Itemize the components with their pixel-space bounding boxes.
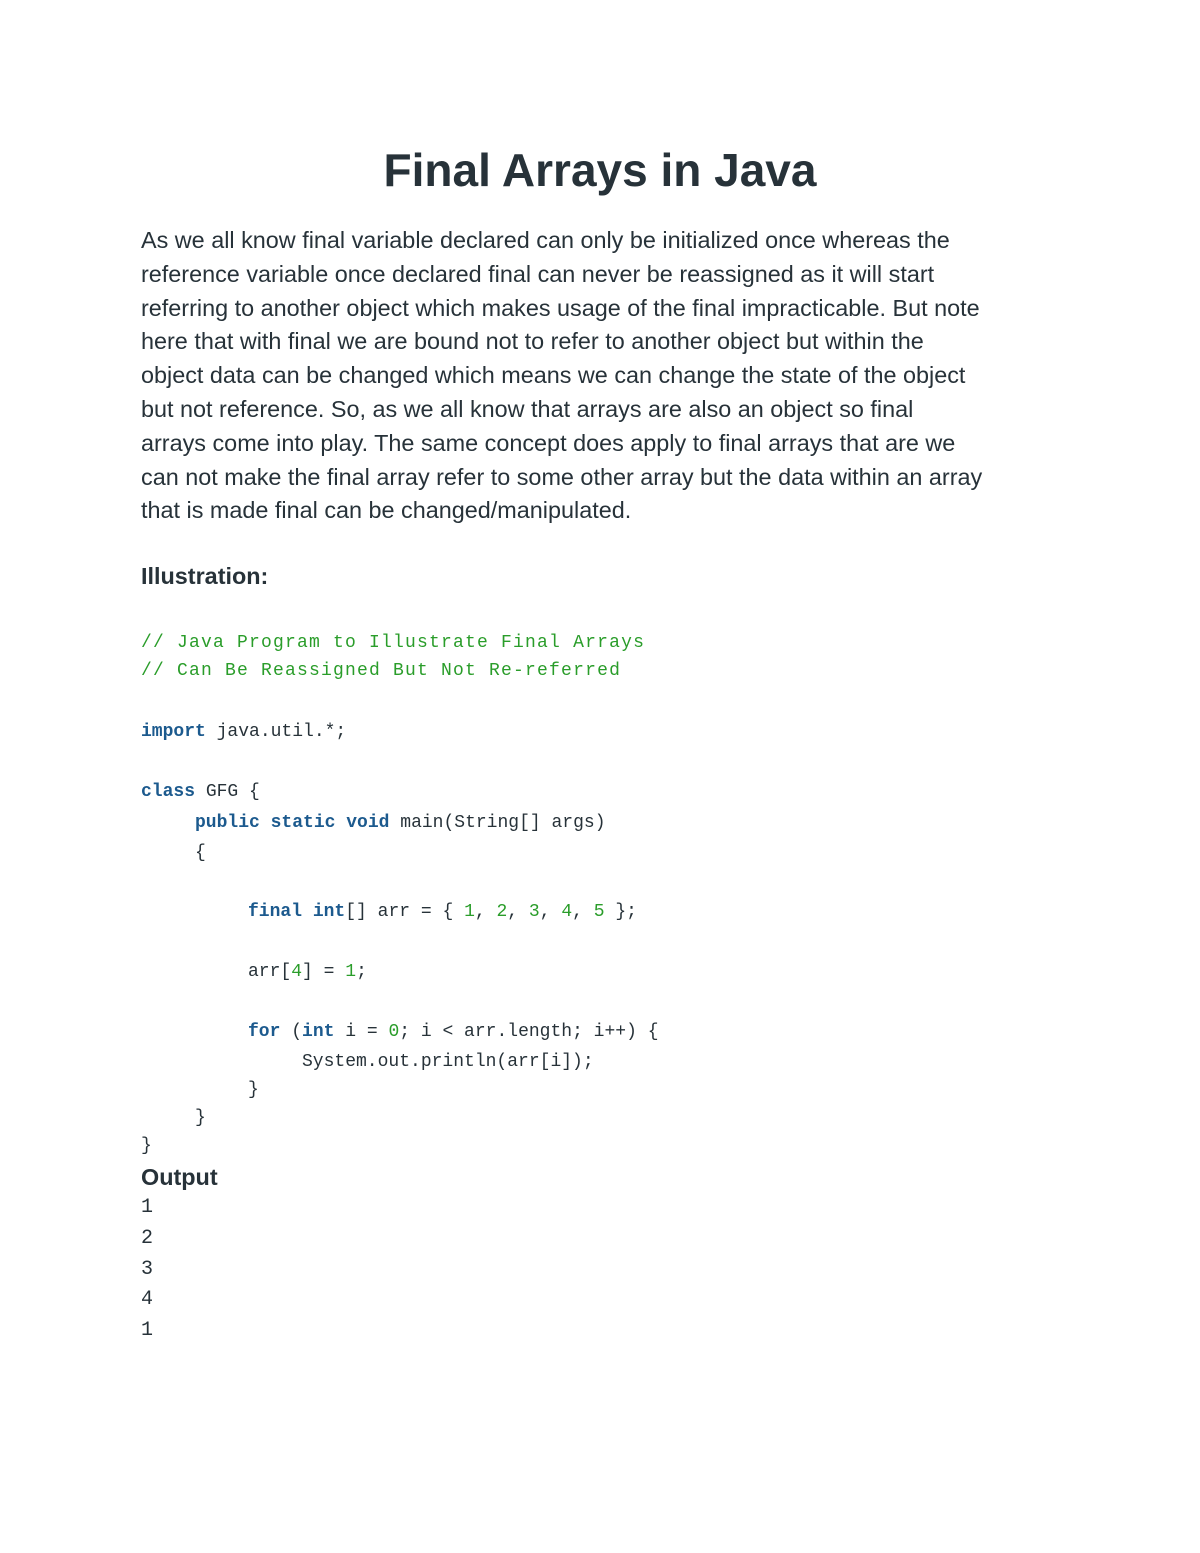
code-for-line: [248, 1020, 659, 1044]
code-comment-line: [141, 659, 621, 683]
code-println-line: [302, 1050, 594, 1074]
output-value: 2: [141, 1226, 154, 1250]
intro-line: that is made final can be changed/manipulated.: [141, 497, 632, 524]
code-keyword: for: [248, 1022, 281, 1042]
code-keyword: class: [141, 782, 196, 802]
output-value: 4: [141, 1288, 154, 1312]
intro-line: arrays come into play. The same concept does apply to final arrays that are we: [141, 429, 956, 456]
code-keyword: int: [312, 902, 346, 922]
code-text: (: [280, 1022, 303, 1042]
code-number: 1: [464, 902, 475, 922]
code-text: }: [195, 1108, 206, 1128]
code-brace-line: [248, 1078, 259, 1102]
code-keyword: public: [195, 813, 260, 833]
code-text: {: [195, 843, 206, 863]
output-heading: Output: [141, 1164, 218, 1190]
intro-line: object data can be changed which means we can change the state of the object: [141, 362, 966, 389]
code-text: i =: [334, 1022, 389, 1042]
code-text: System.out.println(arr[i]);: [302, 1052, 594, 1072]
code-brace-line: [141, 1134, 152, 1158]
code-text: }: [248, 1080, 259, 1100]
code-number: 4: [561, 902, 573, 922]
code-text: }: [141, 1136, 152, 1156]
code-keyword: void: [346, 813, 390, 833]
code-text: java.util.*;: [205, 722, 347, 742]
code-text: [] arr = {: [345, 902, 465, 922]
code-number: 1: [345, 962, 357, 982]
code-text: ; i < arr.length; i++) {: [399, 1022, 659, 1042]
output-value: 1: [141, 1196, 154, 1219]
code-comment-line: [141, 631, 645, 655]
code-keyword: final: [248, 902, 303, 922]
intro-line: can not make the final array refer to some other array but the data within an array: [141, 463, 983, 490]
intro-line: here that with final we are bound not to refer to another object but within the: [141, 328, 924, 355]
code-number: 4: [291, 962, 303, 982]
code-text: ;: [356, 962, 367, 982]
code-text: GFG {: [195, 782, 260, 802]
code-assign-line: [248, 960, 367, 984]
code-comment: // Java Program to Illustrate Final Arrays: [141, 633, 646, 653]
code-block: [141, 0, 1061, 1160]
code-number: 0: [388, 1022, 400, 1042]
intro-line: As we all know final variable declared can only be initialized once whereas the: [141, 227, 950, 253]
code-keyword: import: [141, 722, 206, 742]
code-main-line: [195, 811, 606, 835]
illustration-heading: Illustration:: [141, 563, 269, 589]
code-declaration-line: final int[] arr = { 1, 2, 3, 4, 5 };: [248, 902, 637, 922]
intro-line: reference variable once declared final can never be reassigned as it will start: [141, 260, 935, 287]
output-value: 1: [141, 1319, 154, 1343]
page-title: Final Arrays in Java: [383, 144, 817, 196]
code-text: };: [604, 902, 637, 922]
code-brace-line: [195, 1106, 206, 1130]
code-text: arr[: [248, 962, 292, 982]
code-text: ] =: [302, 962, 346, 982]
code-comment: // Can Be Reassigned But Not Re-referred: [141, 661, 622, 681]
intro-line: but not reference. So, as we all know that arrays are also an object so final: [141, 395, 914, 422]
intro-line: referring to another object which makes usage of the final impracticable. But note: [141, 294, 980, 321]
code-brace-line: [195, 841, 206, 865]
code-class-line: [141, 780, 260, 804]
code-import-line: [141, 720, 346, 744]
code-number: 5: [593, 902, 605, 922]
output-list: [141, 1193, 153, 1347]
code-keyword: int: [302, 1022, 335, 1042]
code-keyword: static: [270, 813, 336, 833]
code-text: main(String[] args): [389, 813, 606, 833]
code-number: 3: [528, 902, 540, 922]
output-value: 3: [141, 1257, 154, 1281]
code-number: 2: [496, 902, 508, 922]
